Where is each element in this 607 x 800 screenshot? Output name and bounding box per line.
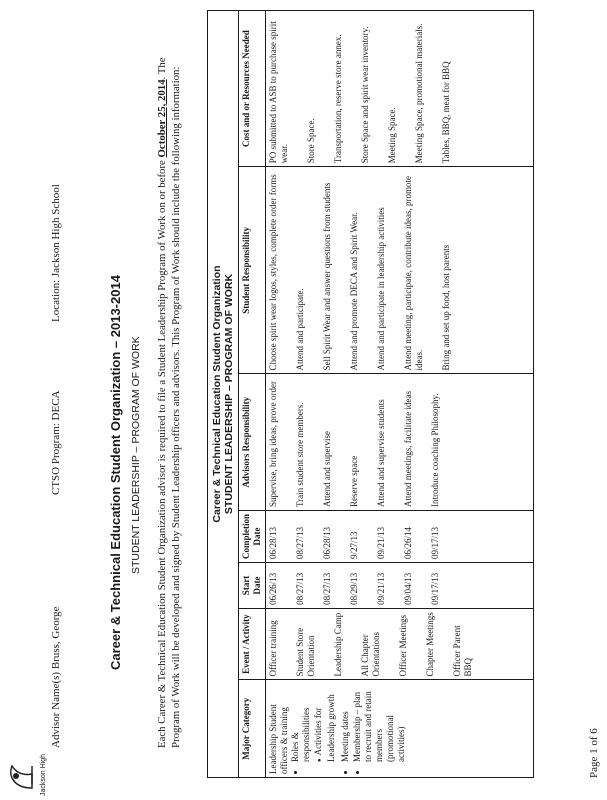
- intro-deadline: October 25, 2014: [156, 79, 168, 158]
- cost-item: Tables, BBQ, meat for BBQ: [441, 61, 451, 164]
- major-category-cell: [266, 680, 534, 778]
- col-cost-resources: Cost and or Resources Needed: [239, 11, 266, 167]
- list-item: • Roles & responsibilities: [290, 683, 312, 762]
- table-title-row: [208, 11, 239, 778]
- advisor-resp-item: Introduce coaching Philosophy.: [430, 393, 440, 507]
- table-row: [266, 11, 534, 778]
- intro-text-1: Each Career & Technical Education Student Organization advisor is required to file a Student Leadership Program of Work on or before: [156, 157, 168, 748]
- completion-date: 06/28/13: [268, 526, 278, 559]
- list-item: ● Activities for Leadership growth: [313, 683, 337, 762]
- school-logo: [2, 756, 38, 796]
- location-label: Location:: [50, 279, 62, 322]
- page-subtitle: STUDENT LEADERSHIP – PROGRAM OF WORK: [130, 336, 142, 574]
- advisor-name: [50, 606, 62, 748]
- advisor-resp-item: Reserve space: [349, 455, 359, 507]
- event-item: Student Store Orientation: [295, 627, 316, 677]
- student-resp-item: Attend and promote DECA and Spirit Wear.: [349, 212, 359, 371]
- category-sub-bullets: [313, 683, 337, 774]
- advisor-resp-item: Attend meetings, facilitate ideas: [403, 391, 413, 507]
- completion-date: 08/27/13: [295, 526, 305, 559]
- list-item: • Meeting dates: [340, 683, 351, 762]
- list-item: • Membership – plan to recruit and retain members (promotional activities): [352, 683, 407, 762]
- start-date: 08/27/13: [322, 572, 332, 605]
- completion-date: 06/26/14: [403, 526, 413, 559]
- completion-date: 09/17/13: [430, 526, 440, 559]
- col-major-category: Major Category: [239, 680, 266, 778]
- intro-paragraph: [155, 28, 183, 748]
- category-lead: Leadership Student officers & training: [268, 704, 289, 774]
- program-of-work-table: [207, 10, 534, 778]
- cost-item: Transportation, reserve store annex.: [333, 34, 343, 164]
- table-title-line-1: Career & Technical Education Student Organization: [211, 265, 223, 523]
- cost-item: Meeting Space, promotional materials.: [414, 23, 424, 164]
- start-date: 09/17/13: [430, 572, 440, 605]
- student-resp-item: Attend and participate in leadership activities: [376, 207, 386, 371]
- student-resp-item: Attend and participate.: [295, 288, 305, 371]
- advisor-resp-item: Supervise, bring ideas, prove order: [268, 381, 278, 507]
- cost-item: PO submitted to ASB to purchase spirit wear.: [268, 21, 289, 164]
- student-resp-item: Attend meeting, participate, contribute ideas, promote ideas.: [403, 176, 424, 371]
- ctso-label: CTSO Program:: [50, 423, 62, 495]
- events-cell: [266, 608, 534, 680]
- event-item: Chapter Meetings: [425, 612, 435, 677]
- completion-dates-cell: [266, 511, 534, 563]
- page-title: Career & Technical Education Student Organization – 2013-2014: [108, 275, 123, 670]
- start-dates-cell: [266, 563, 534, 609]
- event-item: All Chapter Orientations: [360, 631, 381, 677]
- category-more-bullets: [340, 683, 407, 774]
- col-start-date: Start Date: [239, 563, 266, 609]
- ctso-program: [50, 390, 62, 495]
- cost-item: Meeting Space.: [387, 107, 397, 164]
- cost-resources-cell: [266, 11, 534, 167]
- cost-item: Store Space and spirit wear inventory.: [360, 26, 370, 164]
- col-event-activity: Event / Activity: [239, 608, 266, 680]
- student-resp-item: Choose spirit wear logos, styles, complete order forms: [268, 174, 278, 371]
- advisors-responsibility-cell: [266, 374, 534, 511]
- start-date: 08/27/13: [295, 572, 305, 605]
- completion-date: 9/27/13: [349, 531, 359, 559]
- event-item: Leadership Camp: [333, 612, 343, 677]
- intro-text-2: . The Program of Work will be developed and signed by Student Leadership officers and advisors. This Program of Work should include the following information:: [156, 57, 182, 748]
- col-advisors-responsibility: Advisors Responsibility: [239, 374, 266, 511]
- student-resp-item: Sell Spirit Wear and answer questions from students: [322, 182, 332, 371]
- start-date: 09/04/13: [403, 572, 413, 605]
- table-title: [208, 11, 239, 778]
- completion-date: 09/21/13: [376, 526, 386, 559]
- page-number: Page 1 of 6: [588, 728, 600, 778]
- event-item: Officer Parent BBQ: [452, 625, 473, 677]
- start-date: 09/21/13: [376, 572, 386, 605]
- advisor-value: Bruss, George: [50, 606, 62, 670]
- col-student-responsibility: Student Responsibility: [239, 167, 266, 374]
- event-item: Officer training: [268, 620, 278, 677]
- school-logo-text: Jackson High: [40, 753, 47, 796]
- location: [50, 184, 62, 322]
- advisor-resp-item: Attend and supervise students: [376, 399, 386, 507]
- student-responsibility-cell: [266, 167, 534, 374]
- ctso-value: DECA: [50, 390, 62, 421]
- advisor-label: Advisor Name(s): [50, 671, 62, 748]
- col-completion-date: Completion Date: [239, 511, 266, 563]
- event-item: Officer Meetings: [398, 614, 408, 677]
- start-date: 06/26/13: [268, 572, 278, 605]
- advisor-resp-item: Attend and supervise: [322, 431, 332, 507]
- advisor-resp-item: Train student store members.: [295, 402, 305, 507]
- location-value: Jackson High School: [50, 184, 62, 278]
- category-bullets: [290, 683, 312, 774]
- cost-item: Store Space.: [306, 118, 316, 164]
- table-title-line-2: STUDENT LEADERSHIP – PROGRAM OF WORK: [223, 273, 235, 515]
- completion-date: 06/28/13: [322, 526, 332, 559]
- student-resp-item: Bring and set up food, host parents: [441, 244, 451, 371]
- start-date: 08/29/13: [349, 572, 359, 605]
- table-header-row: [239, 11, 266, 778]
